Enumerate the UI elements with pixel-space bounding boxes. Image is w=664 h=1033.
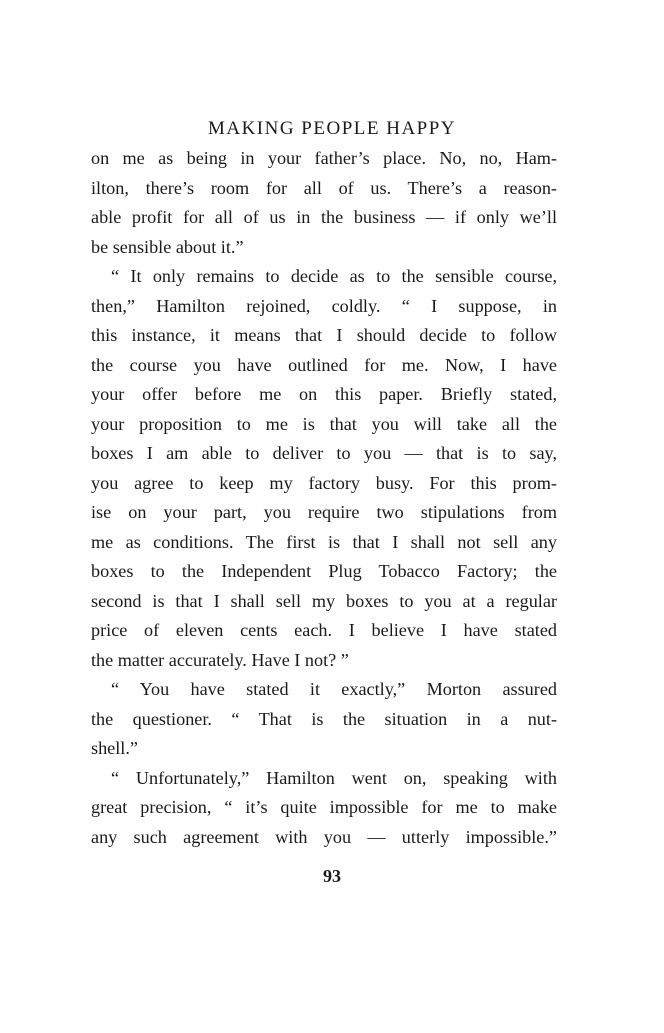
text-line: shell.”: [91, 738, 138, 758]
text-line: able profit for all of us in the business — if only we’ll: [91, 207, 557, 227]
text-line: your proposition to me is that you will take all the: [91, 413, 557, 434]
text-line: me as conditions. The first is that I shall not sell any: [91, 531, 557, 552]
running-head: MAKING PEOPLE HAPPY: [207, 118, 457, 139]
text-line: your offer before me on this paper. Briefly stated,: [91, 384, 557, 404]
text-line: this instance, it means that I should decide to follow: [91, 325, 557, 345]
text-line: price of eleven cents each. I believe I have stated: [91, 620, 557, 640]
text-line: second is that I shall sell my boxes to you at a regular: [91, 590, 557, 611]
text-line: boxes to the Independent Plug Tobacco Factory; the: [91, 561, 557, 581]
text-line: “ It only remains to decide as to the sensible course,: [111, 266, 557, 286]
text-line: then,” Hamilton rejoined, coldly. “ I suppose, in: [91, 295, 557, 316]
text-line: “ You have stated it exactly,” Morton assured: [111, 679, 557, 699]
body-text: [91, 144, 557, 852]
text-line: great precision, “ it’s quite impossible for me to make: [91, 797, 557, 817]
text-line: on me as being in your father’s place. No, no, Ham-: [91, 148, 557, 168]
text-line: you agree to keep my factory busy. For this prom-: [91, 472, 557, 493]
text-line: the matter accurately. Have I not? ”: [91, 649, 349, 670]
text-line: “ Unfortunately,” Hamilton went on, speaking with: [111, 767, 557, 788]
text-line: any such agreement with you — utterly impossible.”: [91, 826, 557, 847]
text-line: the course you have outlined for me. Now, I have: [91, 354, 557, 375]
text-line: ise on your part, you require two stipulations from: [91, 502, 557, 522]
text-line: boxes I am able to deliver to you — that is to say,: [91, 443, 557, 463]
text-line: ilton, there’s room for all of us. There’s a reason-: [91, 177, 557, 198]
text-line: be sensible about it.”: [91, 236, 244, 257]
text-line: the questioner. “ That is the situation in a nut-: [91, 708, 557, 729]
page-number: 93: [323, 866, 341, 886]
